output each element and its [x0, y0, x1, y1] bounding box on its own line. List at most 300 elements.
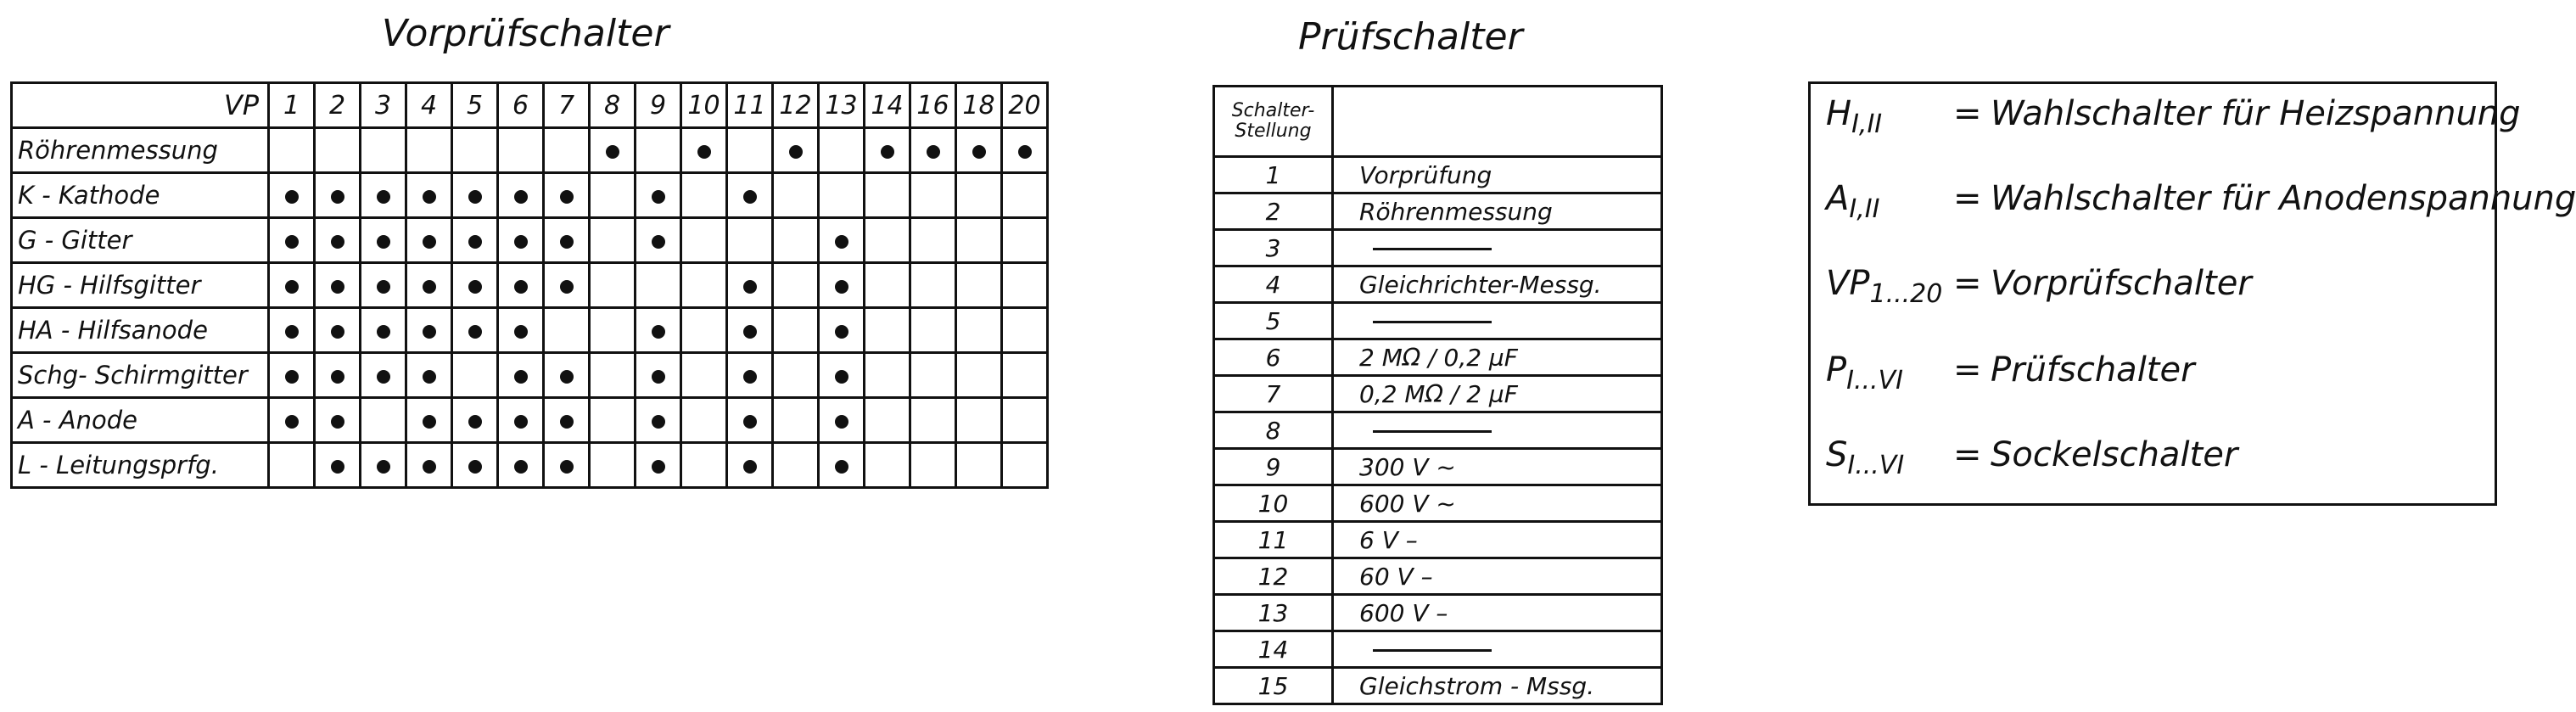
- matrix-cell: [727, 173, 773, 218]
- dot-mark-icon: [285, 235, 299, 249]
- matrix-cell: [315, 218, 361, 263]
- matrix-cell: [406, 128, 452, 173]
- matrix-cell: [315, 398, 361, 443]
- table-row: [1214, 303, 1662, 339]
- dot-mark-icon: [423, 280, 436, 294]
- table-row: [12, 173, 1048, 218]
- dot-mark-icon: [377, 370, 390, 384]
- stellung-description: 600 V –: [1333, 595, 1662, 631]
- matrix-cell: [361, 353, 406, 398]
- table-row: [1214, 339, 1662, 376]
- symbol-subscript: I,II: [1849, 194, 1880, 224]
- matrix-cell: [498, 398, 544, 443]
- matrix-cell: [681, 398, 727, 443]
- dot-mark-icon: [377, 280, 390, 294]
- matrix-cell: [956, 263, 1002, 308]
- matrix-cell: [773, 353, 819, 398]
- dot-mark-icon: [423, 190, 436, 204]
- matrix-cell: [865, 173, 910, 218]
- symbol-subscript: 1...20: [1869, 279, 1943, 309]
- dot-mark-icon: [514, 235, 528, 249]
- dot-mark-icon: [468, 325, 482, 339]
- stellung-number: 11: [1214, 522, 1333, 558]
- matrix-cell: [452, 443, 498, 488]
- table-row: [1214, 157, 1662, 193]
- matrix-cell: [865, 308, 910, 353]
- matrix-cell: [315, 173, 361, 218]
- dot-mark-icon: [331, 370, 344, 384]
- matrix-cell: [315, 353, 361, 398]
- matrix-cell: [773, 308, 819, 353]
- matrix-cell: [590, 173, 636, 218]
- matrix-cell: [956, 128, 1002, 173]
- stellung-number: 15: [1214, 668, 1333, 704]
- legend-text: Wahlschalter für Anodenspannung: [1991, 179, 2576, 218]
- matrix-cell: [590, 128, 636, 173]
- matrix-cell: [956, 308, 1002, 353]
- vp-column-header: 3: [361, 83, 406, 128]
- symbol-letter: H: [1826, 94, 1852, 133]
- matrix-cell: [910, 308, 956, 353]
- matrix-cell: [544, 128, 590, 173]
- stellung-description: Röhrenmessung: [1333, 193, 1662, 230]
- stellung-number: 9: [1214, 449, 1333, 485]
- dot-mark-icon: [835, 415, 848, 429]
- matrix-cell: [498, 353, 544, 398]
- legend-symbol: [1826, 94, 1953, 139]
- dot-mark-icon: [285, 190, 299, 204]
- matrix-cell: [452, 263, 498, 308]
- matrix-cell: [361, 263, 406, 308]
- matrix-cell: [452, 398, 498, 443]
- table-row: [12, 443, 1048, 488]
- stellung-number: 1: [1214, 157, 1333, 193]
- dot-mark-icon: [377, 325, 390, 339]
- matrix-cell: [452, 218, 498, 263]
- dot-mark-icon: [377, 235, 390, 249]
- p-table-body: [1214, 157, 1662, 704]
- matrix-cell: [269, 218, 315, 263]
- equals-sign: =: [1953, 179, 1982, 218]
- table-row: [12, 263, 1048, 308]
- table-row: [12, 128, 1048, 173]
- dot-mark-icon: [468, 415, 482, 429]
- matrix-cell: [269, 443, 315, 488]
- matrix-cell: [590, 443, 636, 488]
- schalter-stellung-header: [1214, 87, 1333, 157]
- vp-column-header: 4: [406, 83, 452, 128]
- legend-row: [1826, 94, 2521, 139]
- dot-mark-icon: [423, 325, 436, 339]
- symbol-letter: S: [1826, 435, 1848, 474]
- vp-column-header: 13: [819, 83, 865, 128]
- dot-mark-icon: [423, 460, 436, 474]
- pruefschalter-table: [1212, 85, 1663, 705]
- stellung-description: Gleichrichter-Messg.: [1333, 266, 1662, 303]
- symbol-subscript: I,II: [1851, 109, 1883, 139]
- dot-mark-icon: [652, 325, 665, 339]
- matrix-cell: [1002, 128, 1048, 173]
- matrix-cell: [544, 308, 590, 353]
- legend-text: Vorprüfschalter: [1991, 264, 2252, 303]
- stellung-description: Vorprüfung: [1333, 157, 1662, 193]
- matrix-cell: [1002, 263, 1048, 308]
- stellung-description: [1333, 631, 1662, 668]
- row-label: L - Leitungsprfg.: [12, 443, 269, 488]
- matrix-cell: [498, 263, 544, 308]
- equals-sign: =: [1953, 264, 1982, 303]
- matrix-cell: [590, 308, 636, 353]
- matrix-cell: [636, 398, 681, 443]
- dot-mark-icon: [331, 190, 344, 204]
- matrix-cell: [269, 128, 315, 173]
- dot-mark-icon: [560, 370, 574, 384]
- table-row: [1214, 558, 1662, 595]
- stellung-number: 7: [1214, 376, 1333, 412]
- matrix-cell: [819, 398, 865, 443]
- matrix-cell: [636, 353, 681, 398]
- dot-mark-icon: [468, 280, 482, 294]
- matrix-cell: [865, 443, 910, 488]
- p-header-row: [1214, 87, 1662, 157]
- matrix-cell: [590, 398, 636, 443]
- matrix-cell: [910, 218, 956, 263]
- dash-line: [1373, 649, 1492, 652]
- matrix-cell: [1002, 173, 1048, 218]
- dot-mark-icon: [743, 460, 757, 474]
- matrix-cell: [681, 443, 727, 488]
- dot-mark-icon: [743, 415, 757, 429]
- dot-mark-icon: [652, 370, 665, 384]
- matrix-cell: [819, 308, 865, 353]
- vp-column-header: 11: [727, 83, 773, 128]
- matrix-cell: [773, 173, 819, 218]
- matrix-cell: [498, 218, 544, 263]
- matrix-cell: [452, 173, 498, 218]
- stellung-number: 13: [1214, 595, 1333, 631]
- legend-symbol: [1826, 350, 1953, 395]
- symbol-letter: A: [1826, 179, 1850, 218]
- dot-mark-icon: [835, 460, 848, 474]
- matrix-cell: [361, 308, 406, 353]
- equals-sign: =: [1953, 435, 1982, 474]
- matrix-cell: [315, 443, 361, 488]
- vp-column-header: 5: [452, 83, 498, 128]
- matrix-cell: [727, 218, 773, 263]
- dot-mark-icon: [514, 325, 528, 339]
- dot-mark-icon: [285, 370, 299, 384]
- vp-column-header: 7: [544, 83, 590, 128]
- dot-mark-icon: [881, 145, 894, 159]
- stellung-description: 600 V ~: [1333, 485, 1662, 522]
- symbol-letter: P: [1826, 350, 1847, 390]
- dot-mark-icon: [606, 145, 619, 159]
- matrix-cell: [361, 128, 406, 173]
- stellung-number: 4: [1214, 266, 1333, 303]
- matrix-cell: [590, 353, 636, 398]
- matrix-cell: [773, 218, 819, 263]
- matrix-cell: [544, 218, 590, 263]
- table-row: [1214, 376, 1662, 412]
- matrix-cell: [727, 263, 773, 308]
- dot-mark-icon: [743, 280, 757, 294]
- table-row: [1214, 449, 1662, 485]
- matrix-cell: [315, 308, 361, 353]
- stellung-number: 2: [1214, 193, 1333, 230]
- vp-column-header: 20: [1002, 83, 1048, 128]
- matrix-cell: [406, 308, 452, 353]
- stellung-number: 6: [1214, 339, 1333, 376]
- header-line1: Schalter-: [1231, 100, 1315, 121]
- dot-mark-icon: [514, 190, 528, 204]
- table-row: [1214, 595, 1662, 631]
- dot-mark-icon: [331, 460, 344, 474]
- dot-mark-icon: [1018, 145, 1032, 159]
- matrix-cell: [727, 353, 773, 398]
- table-row: [1214, 193, 1662, 230]
- equals-sign: =: [1953, 350, 1982, 390]
- dot-mark-icon: [927, 145, 940, 159]
- matrix-cell: [590, 263, 636, 308]
- matrix-cell: [681, 218, 727, 263]
- legend-row: [1826, 435, 2237, 480]
- symbol-subscript: I...VI: [1846, 366, 1903, 395]
- matrix-cell: [773, 443, 819, 488]
- dot-mark-icon: [743, 325, 757, 339]
- matrix-cell: [361, 398, 406, 443]
- matrix-cell: [773, 128, 819, 173]
- equals-sign: =: [1953, 94, 1982, 133]
- row-label: Röhrenmessung: [12, 128, 269, 173]
- vp-column-header: 10: [681, 83, 727, 128]
- matrix-cell: [1002, 218, 1048, 263]
- table-row: [1214, 668, 1662, 704]
- vp-column-header: 12: [773, 83, 819, 128]
- dot-mark-icon: [652, 190, 665, 204]
- matrix-cell: [819, 353, 865, 398]
- matrix-cell: [910, 128, 956, 173]
- dash-line: [1373, 248, 1492, 250]
- matrix-cell: [269, 263, 315, 308]
- legend-symbol: [1826, 179, 1953, 224]
- matrix-cell: [956, 353, 1002, 398]
- matrix-cell: [727, 443, 773, 488]
- dot-mark-icon: [652, 460, 665, 474]
- matrix-cell: [361, 173, 406, 218]
- dot-mark-icon: [972, 145, 986, 159]
- matrix-cell: [590, 218, 636, 263]
- dot-mark-icon: [835, 280, 848, 294]
- matrix-cell: [865, 353, 910, 398]
- dot-mark-icon: [331, 280, 344, 294]
- dot-mark-icon: [285, 325, 299, 339]
- matrix-cell: [636, 443, 681, 488]
- matrix-cell: [269, 398, 315, 443]
- matrix-cell: [544, 443, 590, 488]
- legend-text: Prüfschalter: [1991, 350, 2195, 390]
- legend-row: [1826, 179, 2576, 224]
- dot-mark-icon: [560, 415, 574, 429]
- dot-mark-icon: [285, 280, 299, 294]
- dot-mark-icon: [423, 235, 436, 249]
- matrix-cell: [727, 308, 773, 353]
- matrix-cell: [910, 263, 956, 308]
- symbol-subscript: I...VI: [1847, 451, 1905, 480]
- dot-mark-icon: [560, 235, 574, 249]
- table-row: [1214, 266, 1662, 303]
- dot-mark-icon: [560, 280, 574, 294]
- dot-mark-icon: [514, 460, 528, 474]
- dot-mark-icon: [514, 370, 528, 384]
- stellung-description: Gleichstrom - Mssg.: [1333, 668, 1662, 704]
- dot-mark-icon: [789, 145, 803, 159]
- matrix-cell: [681, 353, 727, 398]
- stellung-description: 0,2 MΩ / 2 µF: [1333, 376, 1662, 412]
- dot-mark-icon: [652, 235, 665, 249]
- dot-mark-icon: [835, 370, 848, 384]
- stellung-description: [1333, 230, 1662, 266]
- matrix-cell: [636, 128, 681, 173]
- matrix-cell: [498, 173, 544, 218]
- matrix-cell: [406, 353, 452, 398]
- matrix-cell: [819, 218, 865, 263]
- row-label: HG - Hilfsgitter: [12, 263, 269, 308]
- dot-mark-icon: [377, 190, 390, 204]
- dot-mark-icon: [331, 235, 344, 249]
- dot-mark-icon: [743, 190, 757, 204]
- dot-mark-icon: [743, 370, 757, 384]
- stellung-description: 300 V ~: [1333, 449, 1662, 485]
- vp-header-row: [12, 83, 1048, 128]
- desc-header: [1333, 87, 1662, 157]
- matrix-cell: [406, 443, 452, 488]
- legend-box: [1808, 81, 2576, 506]
- matrix-cell: [819, 263, 865, 308]
- matrix-cell: [498, 128, 544, 173]
- header-line2: Stellung: [1235, 121, 1312, 142]
- row-label: HA - Hilfsanode: [12, 308, 269, 353]
- matrix-cell: [865, 398, 910, 443]
- stellung-number: 8: [1214, 412, 1333, 449]
- matrix-cell: [361, 443, 406, 488]
- vorpruefschalter-title: Vorprüfschalter: [382, 12, 669, 55]
- matrix-cell: [819, 173, 865, 218]
- dot-mark-icon: [331, 325, 344, 339]
- matrix-cell: [819, 128, 865, 173]
- dot-mark-icon: [423, 415, 436, 429]
- vorpruefschalter-table: [10, 81, 1049, 489]
- matrix-cell: [681, 173, 727, 218]
- matrix-cell: [361, 218, 406, 263]
- dot-mark-icon: [468, 460, 482, 474]
- vp-column-header: 9: [636, 83, 681, 128]
- matrix-cell: [315, 263, 361, 308]
- stellung-number: 3: [1214, 230, 1333, 266]
- vp-column-header: 1: [269, 83, 315, 128]
- matrix-cell: [727, 398, 773, 443]
- row-label: A - Anode: [12, 398, 269, 443]
- dot-mark-icon: [697, 145, 711, 159]
- table-row: [1214, 412, 1662, 449]
- dot-mark-icon: [560, 460, 574, 474]
- vp-column-header: 8: [590, 83, 636, 128]
- matrix-cell: [681, 263, 727, 308]
- matrix-cell: [956, 173, 1002, 218]
- vp-column-header: 14: [865, 83, 910, 128]
- matrix-cell: [452, 128, 498, 173]
- stellung-description: 2 MΩ / 0,2 µF: [1333, 339, 1662, 376]
- row-label: Schg- Schirmgitter: [12, 353, 269, 398]
- matrix-cell: [636, 263, 681, 308]
- matrix-cell: [1002, 308, 1048, 353]
- stellung-description: 60 V –: [1333, 558, 1662, 595]
- matrix-cell: [406, 398, 452, 443]
- row-label: K - Kathode: [12, 173, 269, 218]
- dot-mark-icon: [468, 235, 482, 249]
- table-row: [1214, 631, 1662, 668]
- matrix-cell: [865, 128, 910, 173]
- matrix-cell: [269, 308, 315, 353]
- matrix-cell: [452, 308, 498, 353]
- matrix-cell: [636, 218, 681, 263]
- stellung-description: [1333, 412, 1662, 449]
- matrix-cell: [544, 398, 590, 443]
- matrix-cell: [956, 443, 1002, 488]
- vp-column-header: 2: [315, 83, 361, 128]
- matrix-cell: [544, 353, 590, 398]
- stellung-description: 6 V –: [1333, 522, 1662, 558]
- vp-column-header: 16: [910, 83, 956, 128]
- matrix-cell: [636, 173, 681, 218]
- matrix-cell: [865, 263, 910, 308]
- dot-mark-icon: [514, 415, 528, 429]
- legend-row: [1826, 350, 2195, 395]
- legend-text: Sockelschalter: [1991, 435, 2238, 474]
- matrix-cell: [773, 263, 819, 308]
- matrix-cell: [910, 443, 956, 488]
- matrix-cell: [681, 128, 727, 173]
- table-row: [1214, 522, 1662, 558]
- matrix-cell: [910, 173, 956, 218]
- dot-mark-icon: [468, 190, 482, 204]
- matrix-cell: [727, 128, 773, 173]
- matrix-cell: [1002, 398, 1048, 443]
- matrix-cell: [406, 263, 452, 308]
- legend-text: Wahlschalter für Heizspannung: [1991, 94, 2521, 133]
- matrix-cell: [406, 173, 452, 218]
- table-row: [1214, 230, 1662, 266]
- stellung-number: 14: [1214, 631, 1333, 668]
- row-label: G - Gitter: [12, 218, 269, 263]
- legend-row: [1826, 264, 2252, 309]
- vp-column-header: 6: [498, 83, 544, 128]
- matrix-cell: [498, 308, 544, 353]
- stellung-description: [1333, 303, 1662, 339]
- table-row: [12, 398, 1048, 443]
- matrix-cell: [636, 308, 681, 353]
- stellung-number: 5: [1214, 303, 1333, 339]
- matrix-cell: [498, 443, 544, 488]
- dot-mark-icon: [560, 190, 574, 204]
- stellung-number: 12: [1214, 558, 1333, 595]
- table-row: [1214, 485, 1662, 522]
- dot-mark-icon: [835, 235, 848, 249]
- vp-table-body: [12, 128, 1048, 488]
- dot-mark-icon: [285, 415, 299, 429]
- matrix-cell: [1002, 443, 1048, 488]
- dot-mark-icon: [514, 280, 528, 294]
- matrix-cell: [406, 218, 452, 263]
